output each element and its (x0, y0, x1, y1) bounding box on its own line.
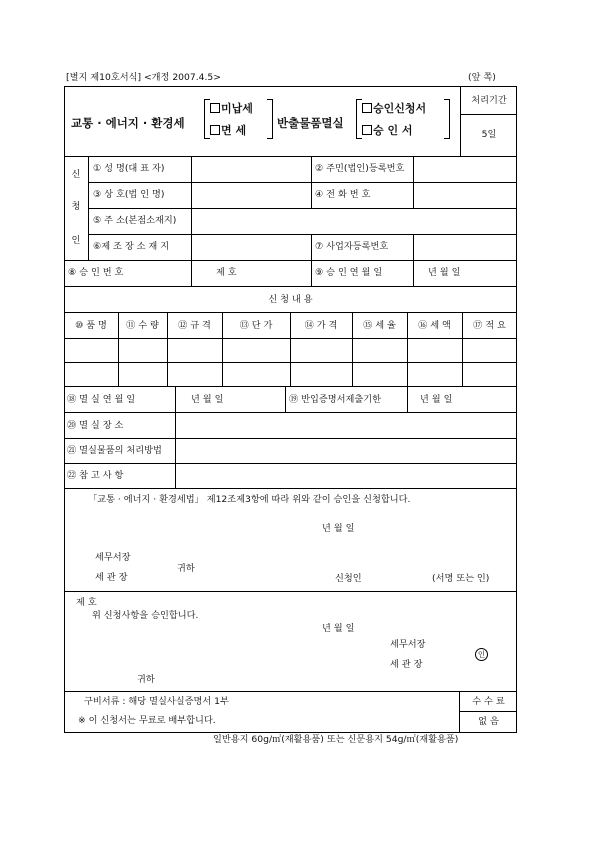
section-char: 인 (71, 235, 81, 246)
column-header-tax-amount: ⑯ 세 액 (418, 320, 451, 331)
loss-place-label: ⑳ 멸 실 장 소 (67, 420, 124, 431)
approval-number-label: ⑧ 승 인 번 호 (68, 267, 124, 278)
checkbox-icon[interactable] (362, 103, 372, 113)
form-number: [별지 제10호서식] <개정 2007.4.5> (66, 72, 221, 83)
section-char: 신 (71, 169, 81, 180)
column-header-unit-price: ⑬ 단 가 (239, 320, 273, 331)
business-registration-label: ⑦ 사업자등록번호 (315, 241, 389, 252)
option-exempt: 면 세 (210, 122, 246, 138)
column-header-price: ⑭ 가 격 (304, 320, 338, 331)
statement-addressee-tax-office: 세무서장 (95, 552, 131, 563)
signature-label: (서명 또는 인) (432, 573, 490, 584)
free-distribution-note: ※ 이 신청서는 무료로 배부합니다. (78, 715, 216, 726)
paper-spec: 일반용지 60g/㎡(재활용품) 또는 신문용지 54g/㎡(재활용품) (213, 734, 459, 745)
approval-text: 위 신청사항을 승인합니다. (92, 610, 199, 621)
approval-date-label: ⑨ 승 인 연 월 일 (315, 267, 383, 278)
checkbox-icon[interactable] (362, 125, 372, 135)
address-label: ⑤ 주 소(본점소재지) (93, 215, 177, 226)
approval-honorific: 귀하 (137, 674, 155, 685)
statement-addressee-customs: 세 관 장 (95, 572, 128, 583)
approval-date-value: 년 월 일 (428, 267, 461, 278)
approval-date: 년 월 일 (322, 623, 355, 634)
page-side: (앞 쪽) (468, 72, 496, 83)
required-documents: 구비서류 : 해당 멸실사실증명서 1부 (84, 696, 229, 707)
title-middle: 반출물품멸실 (277, 116, 344, 130)
statement-honorific: 귀하 (177, 563, 195, 574)
fee-label: 수 수 료 (472, 696, 505, 707)
trade-name-label: ③ 상 호(법 인 명) (93, 189, 165, 200)
statement-date: 년 월 일 (322, 523, 355, 534)
resident-number-label: ② 주민(법인)등록번호 (315, 163, 405, 174)
submission-deadline-label: ⑲ 반입증명서제출기한 (289, 394, 381, 405)
column-header-quantity: ⑪ 수 량 (126, 320, 159, 331)
processing-value: 5일 (481, 129, 497, 140)
phone-label: ④ 전 화 번 호 (315, 189, 371, 200)
loss-date-value: 년 월 일 (191, 394, 224, 405)
column-header-spec: ⑫ 규 격 (178, 320, 211, 331)
fee-value: 없 음 (478, 716, 499, 727)
statement-text: 「교통 · 에너지 · 환경세법」 제12조제3항에 따라 위와 같이 승인을 신청합니다. (88, 494, 411, 505)
applicant-label: 신청인 (335, 573, 362, 584)
option-unpaid: 미납세 (210, 100, 253, 116)
loss-date-label: ⑱ 멸 실 연 월 일 (67, 394, 136, 405)
column-header-tax-rate: ⑮ 세 율 (363, 320, 396, 331)
checkbox-icon[interactable] (210, 125, 220, 135)
checkbox-icon[interactable] (210, 103, 220, 113)
processing-label: 처리기간 (471, 95, 507, 106)
approval-tax-office: 세무서장 (390, 639, 426, 650)
column-header-item: ⑩ 품 명 (75, 320, 107, 331)
column-header-remarks: ⑰ 적 요 (473, 320, 506, 331)
remarks-label: ㉒ 참 고 사 항 (67, 470, 124, 481)
tax-name: 교통 · 에너지 · 환경세 (71, 116, 185, 130)
section-char: 청 (71, 201, 81, 212)
name-label: ① 성 명(대 표 자) (93, 163, 165, 174)
approval-number-value: 제 호 (216, 267, 237, 278)
form-frame (64, 86, 517, 733)
option-request: 승인신청서 (362, 100, 426, 116)
disposal-method-label: ㉑ 멸실물품의 처리방법 (67, 445, 162, 456)
factory-location-label: ⑥제 조 장 소 재 지 (93, 241, 170, 252)
option-approval: 승 인 서 (362, 122, 413, 138)
submission-deadline-value: 년 월 일 (420, 394, 453, 405)
seal-icon: 인 (475, 648, 488, 661)
approval-customs: 세 관 장 (390, 659, 423, 670)
approval-number: 제 호 (76, 597, 97, 608)
request-heading: 신 청 내 용 (268, 294, 313, 305)
